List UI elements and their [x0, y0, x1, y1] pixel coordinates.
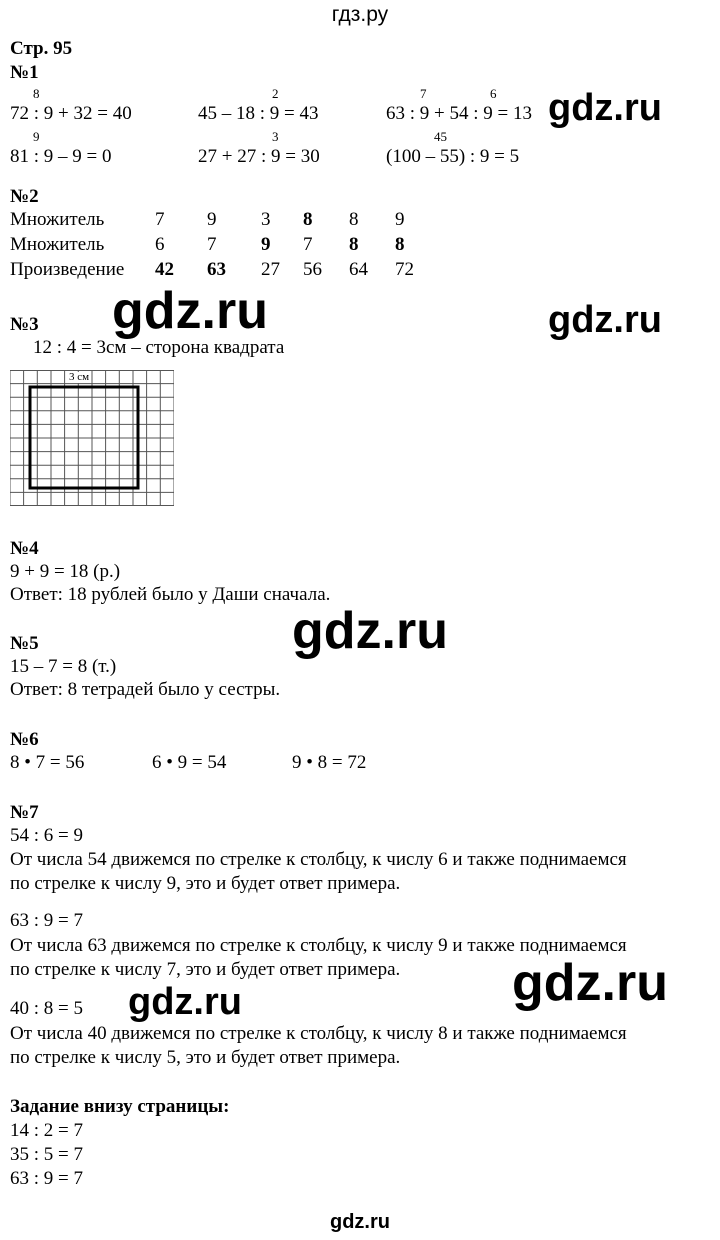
task7-explanation: по стрелке к числу 5, это и будет ответ примера.	[10, 1047, 401, 1068]
row-header: Множитель	[10, 234, 105, 256]
table-cell: 56	[303, 259, 322, 281]
bottom-task-line: 14 : 2 = 7	[10, 1120, 83, 1141]
table-row	[10, 233, 435, 258]
task1-expression: 72 : 9 + 32 = 40	[10, 103, 132, 124]
task6-expression: 6 • 9 = 54	[152, 752, 227, 773]
watermark: gdz.ru	[292, 602, 448, 660]
task7-label: №7	[10, 802, 39, 823]
task1-expression: 45 – 18 : 9 = 43	[198, 103, 319, 124]
table-cell: 9	[261, 234, 271, 256]
task5-answer: Ответ: 8 тетрадей было у сестры.	[10, 679, 281, 700]
grid-square-figure	[10, 370, 174, 506]
table-cell: 8	[349, 234, 359, 256]
task1-note: 9	[33, 129, 40, 144]
table-cell: 63	[207, 259, 226, 281]
table-cell: 8	[303, 209, 313, 231]
task5-label: №5	[10, 633, 39, 654]
table-cell: 72	[395, 259, 414, 281]
task6-expression: 9 • 8 = 72	[292, 752, 367, 773]
bottom-task-line: 35 : 5 = 7	[10, 1144, 83, 1165]
watermark: gdz.ru	[548, 87, 662, 129]
square-drawing	[10, 370, 174, 513]
task3-label: №3	[10, 314, 39, 335]
bottom-task-line: 63 : 9 = 7	[10, 1168, 83, 1189]
table-cell: 6	[155, 234, 165, 256]
task7-explanation: От числа 54 движемся по стрелке к столбцу, к числу 6 и также поднимаемся	[10, 849, 627, 870]
watermark: gdz.ru	[512, 954, 668, 1012]
task6-expression: 8 • 7 = 56	[10, 752, 85, 773]
table-cell: 27	[261, 259, 280, 281]
grid-lines	[10, 370, 174, 506]
row-header: Произведение	[10, 259, 125, 281]
table-cell: 42	[155, 259, 174, 281]
task1-note: 7	[420, 86, 427, 101]
page-title: Стр. 95	[10, 38, 73, 59]
task1-note: 6	[490, 86, 497, 101]
table-cell: 7	[207, 234, 217, 256]
table-cell: 9	[395, 209, 405, 231]
task7-expression: 63 : 9 = 7	[10, 910, 83, 931]
task2-label: №2	[10, 186, 39, 207]
table-cell: 8	[395, 234, 405, 256]
bottom-task-label: Задание внизу страницы:	[10, 1096, 230, 1117]
task7-explanation: по стрелке к числу 9, это и будет ответ примера.	[10, 873, 401, 894]
task1-expression: 81 : 9 – 9 = 0	[10, 146, 112, 167]
table-cell: 7	[155, 209, 165, 231]
table-cell: 64	[349, 259, 368, 281]
table-cell: 3	[261, 209, 271, 231]
task1-note: 3	[272, 129, 279, 144]
site-header: гдз.ру	[331, 3, 389, 26]
table-cell: 9	[207, 209, 217, 231]
task1-note: 2	[272, 86, 279, 101]
table-row	[10, 208, 435, 233]
watermark: gdz.ru	[548, 299, 662, 341]
task4-label: №4	[10, 538, 39, 559]
task5-line: 15 – 7 = 8 (т.)	[10, 656, 117, 677]
watermark: gdz.ru	[112, 282, 268, 340]
task1-note: 8	[33, 86, 40, 101]
task4-line: 9 + 9 = 18 (р.)	[10, 561, 121, 582]
task3-line: 12 : 4 = 3см – сторона квадрата	[33, 337, 285, 358]
watermark: gdz.ru	[128, 981, 242, 1023]
task1-label: №1	[10, 62, 39, 83]
task4-answer: Ответ: 18 рублей было у Даши сначала.	[10, 584, 331, 605]
task7-explanation: От числа 63 движемся по стрелке к столбцу, к числу 9 и также поднимаемся	[10, 935, 627, 956]
footer-watermark: gdz.ru	[330, 1211, 390, 1233]
task1-note: 45	[434, 129, 447, 144]
row-header: Множитель	[10, 209, 105, 231]
task1-expression: 27 + 27 : 9 = 30	[198, 146, 320, 167]
task1-expression: (100 – 55) : 9 = 5	[386, 146, 520, 167]
task7-explanation: От числа 40 движемся по стрелке к столбцу, к числу 8 и также поднимаемся	[10, 1023, 627, 1044]
multiplication-table	[10, 208, 435, 283]
table-cell: 8	[349, 209, 359, 231]
task7-expression: 54 : 6 = 9	[10, 825, 83, 846]
task7-expression: 40 : 8 = 5	[10, 998, 83, 1019]
task7-explanation: по стрелке к числу 7, это и будет ответ примера.	[10, 959, 401, 980]
task6-label: №6	[10, 729, 39, 750]
task1-expression: 63 : 9 + 54 : 9 = 13	[386, 103, 532, 124]
table-cell: 7	[303, 234, 313, 256]
side-label: 3 см	[69, 371, 90, 383]
